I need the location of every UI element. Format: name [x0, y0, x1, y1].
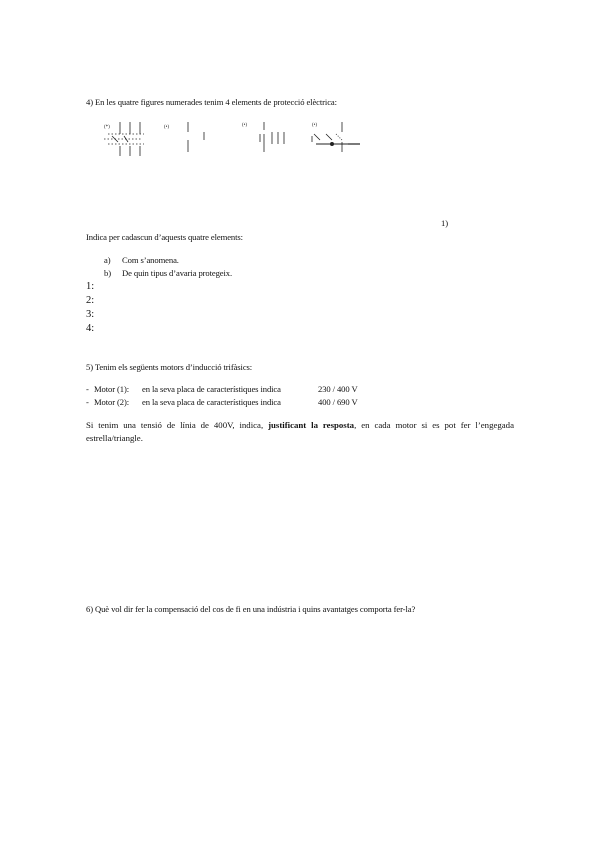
figure-element-2 [164, 122, 204, 152]
q6-title: 6) Què vol dir fer la compensació del cos de fi en una indústria i quins avantatges comporta fer-la? [86, 604, 416, 614]
motor-1-name: Motor (1): [94, 384, 130, 394]
q5-paragraph-emphasis: justificant la resposta [268, 420, 355, 430]
figure-mark-2: (•) [164, 125, 170, 130]
answer-label-3: 3: [86, 309, 95, 320]
q5-title: 5) Tenim els següents motors d’inducció trifàsics: [86, 362, 253, 372]
motor-2-name: Motor (2): [94, 397, 130, 407]
figure-label: 1) [441, 218, 448, 228]
item-marker-a: a) [104, 255, 111, 265]
motor-2-value: 400 / 690 V [318, 397, 358, 407]
figure-element-1 [104, 122, 144, 156]
answer-label-1: 1: [86, 281, 95, 292]
figure-mark-4: (•) [312, 123, 318, 128]
figure-element-4 [312, 122, 360, 152]
motor-1-value: 230 / 400 V [318, 384, 358, 394]
q5-paragraph-end: , en cada motor si es pot fer l’engegada estrella/triangle. [86, 420, 514, 443]
q5-paragraph [86, 419, 514, 445]
answer-label-2: 2: [86, 295, 95, 306]
figure-mark-3: (•) [242, 123, 248, 128]
item-marker-b: b) [104, 268, 111, 278]
figure-element-3 [242, 122, 284, 152]
item-text-a: Com s’anomena. [122, 255, 179, 265]
motor-2-desc: en la seva placa de característiques indica [142, 397, 281, 407]
motor-1-desc: en la seva placa de característiques indica [142, 384, 281, 394]
q4-instruction: Indica per cadascun d’aquests quatre elements: [86, 232, 243, 242]
answer-label-4: 4: [86, 323, 95, 334]
q5-paragraph-start: Si tenim una tensió de línia de 400V, indica, [86, 420, 269, 430]
protection-elements-figure [98, 118, 368, 160]
motor-1-dash: - [86, 384, 89, 394]
motor-2-dash: - [86, 397, 89, 407]
figure-mark-1: (*) [104, 125, 110, 130]
item-text-b: De quin tipus d’avaria protegeix. [122, 268, 233, 278]
q4-title: 4) En les quatre figures numerades tenim 4 elements de protecció elèctrica: [86, 97, 337, 107]
